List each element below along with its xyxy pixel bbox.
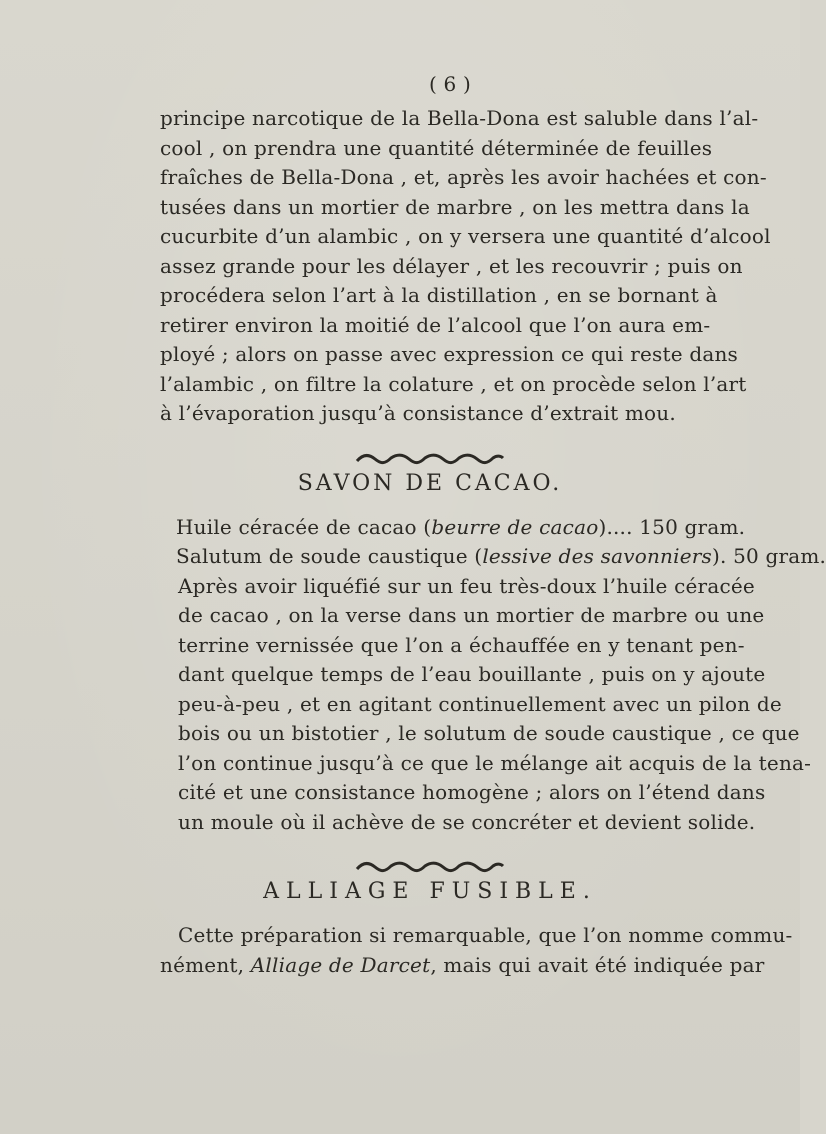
page-content <box>160 70 826 980</box>
text-line: nément, Alliage de Darcet, mais qui avait été indiquée par <box>160 952 765 977</box>
text-line: tusées dans un mortier de marbre , on les mettra dans la <box>160 194 750 219</box>
ingredient-row: Huile céracée de cacao (beurre de cacao).... 150 gram. <box>176 514 746 539</box>
text-line: Après avoir liquéfié sur un feu très-doux l’huile céracée <box>178 573 755 598</box>
wave-ornament-icon <box>355 452 505 466</box>
text-line: procédera selon l’art à la distillation , en se bornant à <box>160 283 718 307</box>
section-title-savon: SAVON DE CACAO. <box>297 470 563 496</box>
text-line: à l’évaporation jusqu’à consistance d’extrait mou. <box>160 401 676 425</box>
text-line: l’alambic , on filtre la colature , et on procède selon l’art <box>160 371 747 396</box>
text-line: fraîches de Bella-Dona , et, après les avoir hachées et con- <box>160 165 767 189</box>
text-line: Cette préparation si remarquable, que l’on nomme commu- <box>178 923 793 947</box>
text-line: un moule où il achève de se concréter et devient solide. <box>178 809 756 834</box>
alliage-paragraph <box>160 921 793 980</box>
text-line: cucurbite d’un alambic , on y versera une quantité d’alcool <box>160 224 771 248</box>
text-line: cool , on prendra une quantité déterminée de feuilles <box>160 135 713 160</box>
wave-ornament-icon <box>355 860 505 874</box>
savon-paragraph <box>160 572 812 838</box>
text-line: assez grande pour les délayer , et les recouvrir ; puis on <box>160 253 743 278</box>
ingredient-list <box>160 513 826 572</box>
text-line: cité et une consistance homogène ; alors on l’étend dans <box>178 780 766 804</box>
text-line: l’on continue jusqu’à ce que le mélange ait acquis de la tena- <box>178 750 812 775</box>
text-line: peu-à-peu , et en agitant continuellement avec un pilon de <box>178 691 782 716</box>
ornament-divider <box>160 853 700 869</box>
text-line: bois ou un bistotier , le solutum de soude caustique , ce que <box>178 721 800 745</box>
ornament-divider <box>160 445 700 461</box>
text-line: retirer environ la moitié de l’alcool que l’on aura em- <box>160 312 711 337</box>
intro-paragraph <box>160 104 771 429</box>
page-number: ( 6 ) <box>428 72 472 96</box>
text-line: principe narcotique de la Bella-Dona est saluble dans l’al- <box>160 106 759 130</box>
text-line: de cacao , on la verse dans un mortier de marbre ou une <box>178 603 765 627</box>
section-title-alliage: ALLIAGE FUSIBLE. <box>263 879 597 904</box>
ingredient-row: Salutum de soude caustique (lessive des savonniers). 50 gram. <box>176 544 826 568</box>
text-line: dant quelque temps de l’eau bouillante , puis on y ajoute <box>178 662 766 686</box>
text-line: ployé ; alors on passe avec expression ce qui reste dans <box>160 342 739 366</box>
text-line: terrine vernissée que l’on a échauffée en y tenant pen- <box>178 632 745 657</box>
